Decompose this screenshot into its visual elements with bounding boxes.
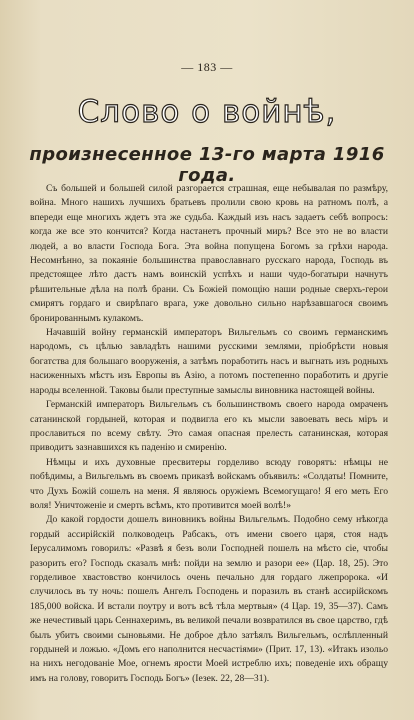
paragraph: Нѣмцы и ихъ духовные пресвитеры горделиво всюду говорятъ: нѣмцы не побѣдимы, а Вильгельмъ въ своемъ приказѣ войскамъ объявилъ: «Солдаты! Помните, что Духъ Божій сошелъ на меня. Я являюсь оружіемъ Всемогущаго! Я его меть Его воля! Уничтоженіе и смерть всѣмъ, кто противится моей волѣ!» — [30, 456, 388, 511]
page-title: Слово о войнѣ, — [77, 94, 337, 130]
body-text — [30, 182, 388, 686]
page-number: — 183 — — [181, 60, 233, 74]
paragraph: До какой гордости дошелъ виновникъ войны Вильгельмъ. Подобно сему нѣкогда гордый ассирійскій полководецъ Рабсакъ, отъ имени своего царя, стоя надъ Іерусалимомъ говорилъ: «Развѣ я безъ воли Господней пошелъ на мѣсто сіе, чтобы разорить его? Господь сказалъ мнѣ: пойди на землю и разори ее» (Цар. 18, 25). Это горделивое хвастовство кончилось очень печально для гордаго лжепророка. «И случилось въ ту ночь: пошелъ Ангелъ Господень и поразилъ въ станѣ ассирійскомъ 185,000 войска. И встали поутру и вотъ всѣ тѣла мертвыя» (4 Цар. 19, 35—37). Самъ же нечестивый царь Сеннахеримъ, въ великой печали возвратился въ свое царство, гдѣ былъ убитъ своими сыновьями. Не доброе дѣло затѣялъ Вильгельмъ, ослѣпленный гордыней и ложью. «Домъ его наполнится несчастіями» (Прит. 17, 13). «Итакъ изольо на нихъ негодованіе Мое, огнемъ ярости Моей истреблю ихъ; поведеніе ихъ обращу имъ на голову, говоритъ Господь Богъ» (Іезек. 22, 28—31). — [30, 514, 388, 684]
paragraph: Съ большей и большей силой разгорается страшная, еще небывалая по размѣру, война. Много нашихъ лучшихъ братьевъ пролили свою кровь на ратномъ полѣ, а впереди еще многихъ ждетъ эта же судьба. Каждый изъ насъ задаетъ себѣ вопросъ: когда же все это кончится? Когда настанетъ прочный миръ? Все это не во власти людей, а во власти Господа Бога. Эта война попущена Богомъ за грѣхи народа. Несомнѣнно, за покаяніе большинства православнаго русскаго народа, Господь въ предстоящее лѣто дастъ намъ воинскій успѣхъ и наши чудо-богатыри начнутъ рѣшительные дѣла на полѣ брани. Съ Божіей помощію наши родные сверхъ-герои смирятъ гордаго и свирѣпаго врага, уже довольно сильно нарѣзавшагося своимъ бронированнымъ кулакомъ. — [30, 183, 388, 324]
page-subtitle: произнесенное 13-го марта 1916 года. — [29, 144, 385, 186]
paragraph: Германскій императоръ Вильгельмъ съ большинствомъ своего народа омраченъ сатанинской гордыней, которая и подвигла его къ мысли завоевать весь міръ и прославиться по всему свѣту. Это самая опасная прелесть сатанинская, которая приводитъ зазнавшихся къ паденію и смиренію. — [30, 399, 388, 454]
paragraph: Начавшій войну германскій императоръ Вильгельмъ со своимъ германскимъ народомъ, съ цѣлью завладѣть нашими русскими землями, пріобрѣсти новыя богатства для большаго вооруженія, а затѣмъ поработить насъ и выгнать изъ родныхъ насиженныхъ мѣстъ изъ Европы въ Азію, а потомъ постепенно поработить и другіе народы вселенной. Таковы были преступные замыслы виновника настоящей войны. — [30, 327, 388, 396]
